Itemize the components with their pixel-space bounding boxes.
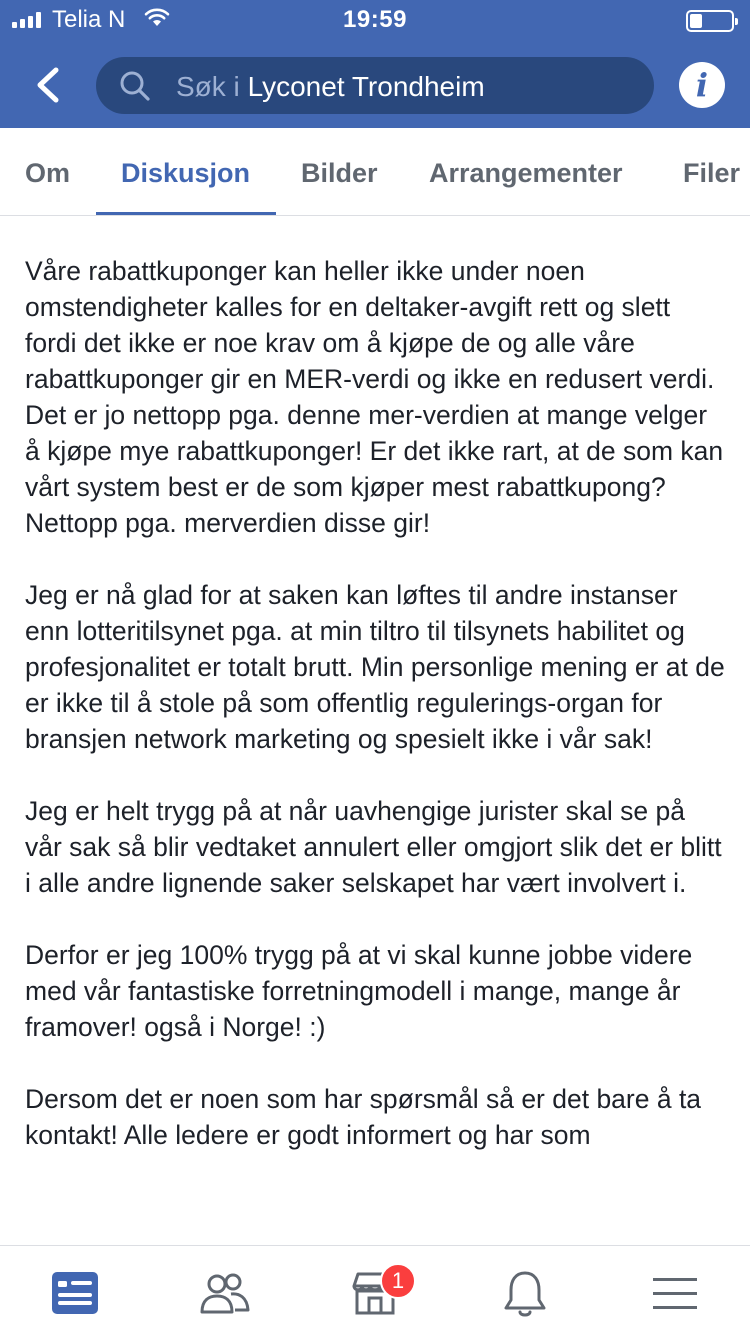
post-paragraph: Våre rabattkuponger kan heller ikke under noen omstendigheter kalles for en deltaker-avgift rett og slett fordi det ikke er noe krav om å kjøpe de og alle våre rabattkuponger gir en MER-verdi og ikke en redusert verdi. Det er jo nettopp pga. denne mer-verdien at mange velger å kjøpe mye rabattkuponger! Er det ikke rart, at de som kan vårt system best er de som kjøper mest rabattkupong? Nettopp pga. merverdien disse gir! bbox=[25, 256, 724, 538]
post-paragraph: Derfor er jeg 100% trygg på at vi skal kunne jobbe videre med vår fantastiske forretningmodell i mange, mange år framover! også i Norge! :) bbox=[25, 940, 693, 1042]
search-prefix: Søk i bbox=[176, 71, 248, 102]
post-body bbox=[0, 217, 750, 1153]
group-name: Lyconet Trondheim bbox=[247, 71, 485, 102]
clock: 19:59 bbox=[343, 6, 407, 33]
tab-arrangementer[interactable]: Arrangementer bbox=[429, 158, 623, 188]
bottom-tab-bar bbox=[0, 1245, 750, 1334]
post-paragraph: Jeg er helt trygg på at når uavhengige jurister skal se på vår sak så blir vedtaket annulert eller omgjort slik det er blitt i alle andre lignende saker selskapet har vært involvert i. bbox=[25, 796, 722, 898]
status-bar bbox=[0, 0, 750, 40]
tab-filer[interactable]: Filer bbox=[683, 158, 741, 188]
tab-bilder[interactable]: Bilder bbox=[301, 158, 378, 188]
search-placeholder bbox=[176, 71, 485, 103]
back-arrow-icon[interactable] bbox=[28, 62, 68, 108]
carrier-name: Telia N bbox=[52, 6, 126, 33]
info-icon[interactable]: i bbox=[679, 62, 725, 108]
marketplace-notification-badge: 1 bbox=[380, 1263, 416, 1299]
active-tab-indicator bbox=[96, 212, 276, 216]
tab-om[interactable]: Om bbox=[25, 158, 71, 188]
friends-icon[interactable] bbox=[195, 1264, 255, 1324]
notifications-bell-icon[interactable] bbox=[495, 1264, 555, 1324]
discussion-feed[interactable] bbox=[0, 217, 750, 1245]
group-tabs bbox=[0, 128, 750, 216]
post-paragraph: Jeg er nå glad for at saken kan løftes til andre instanser enn lotteritilsynet pga. at min tiltro til tilsynets habilitet og profesjonalitet er totalt brutt. Min personlige mening er at de er ikke til å stole på som offentlig regulerings-organ for bransjen network marketing og spesielt ikke i vår sak! bbox=[25, 580, 725, 754]
news-feed-icon[interactable] bbox=[45, 1264, 105, 1324]
search-icon bbox=[118, 69, 152, 103]
tab-diskusjon[interactable]: Diskusjon bbox=[121, 158, 251, 188]
battery-icon bbox=[686, 10, 734, 32]
post-paragraph: Dersom det er noen som har spørsmål så er det bare å ta kontakt! Alle ledere er godt informert og har som bbox=[25, 1084, 702, 1150]
menu-icon[interactable] bbox=[645, 1264, 705, 1324]
top-header bbox=[0, 0, 750, 128]
group-search-bar[interactable] bbox=[96, 57, 654, 114]
